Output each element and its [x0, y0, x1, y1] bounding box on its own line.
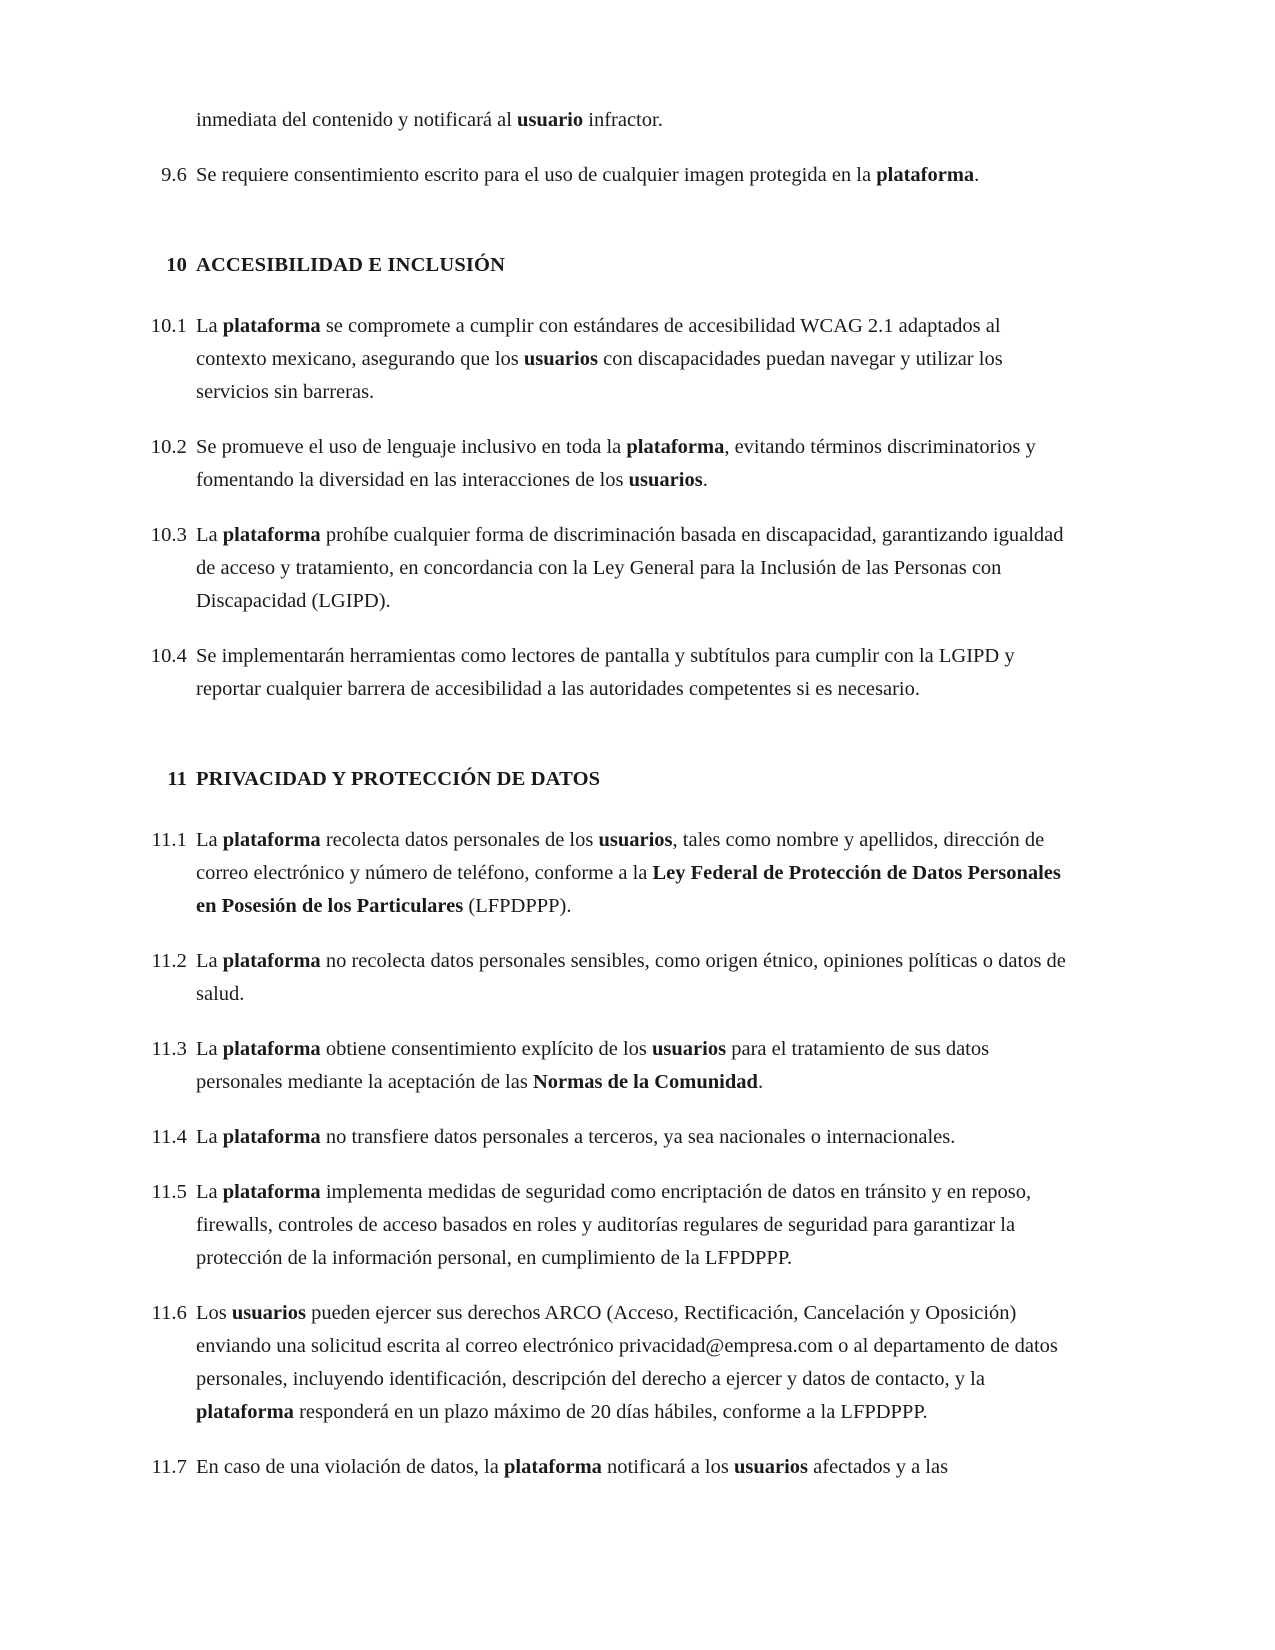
body-text-run: prohíbe cualquier forma de discriminación basada en discapacidad, garantizando igualdad de acceso y tratamiento, en concordancia con la Ley General para la Inclusión de las Personas con Discapacidad (LGIPD).	[196, 524, 1064, 612]
emphasis-term: plataforma	[503, 1456, 602, 1478]
body-text-run: .	[757, 1071, 764, 1093]
body-text-run: para el tratamiento de sus datos personales mediante la aceptación de las	[196, 1038, 990, 1093]
clause-text	[187, 1451, 1075, 1484]
emphasis-term: plataforma	[222, 1126, 321, 1148]
clause-number: 11.7	[151, 1456, 187, 1478]
clause-item	[135, 1176, 1075, 1275]
body-text-run: , evitando términos discriminatorios y fomentando la diversidad en las interacciones de los	[196, 436, 1036, 491]
clause-number: 11.4	[151, 1126, 187, 1148]
clause-item	[135, 310, 1075, 409]
clause-number: 10.4	[150, 645, 187, 667]
body-text-run: La	[196, 315, 223, 337]
emphasis-term: Ley Federal de Protección de Datos Personales en Posesión de los Particulares	[196, 862, 1061, 917]
body-text-run: .	[974, 164, 980, 186]
emphasis-term: usuarios	[652, 1038, 727, 1060]
clause-text	[187, 159, 1075, 192]
body-text-run: infractor.	[583, 109, 663, 131]
clause-text	[187, 104, 1075, 137]
clause-number: 11.3	[151, 1038, 187, 1060]
body-text-run: responderá en un plazo máximo de 20 días hábiles, conforme a la LFPDPPP.	[293, 1401, 928, 1423]
clause-number: 11.5	[151, 1181, 187, 1203]
clause-text	[187, 945, 1075, 1011]
clause-text	[187, 1033, 1075, 1099]
emphasis-term: plataforma	[222, 829, 321, 851]
emphasis-term: usuarios	[733, 1456, 809, 1478]
emphasis-term: plataforma	[222, 950, 321, 972]
clause-item	[135, 945, 1075, 1011]
body-text-run: Se promueve el uso de lenguaje inclusivo en toda la	[196, 436, 627, 458]
body-text-run: con discapacidades puedan navegar y utilizar los servicios sin barreras.	[196, 348, 1003, 403]
body-text-run: La	[196, 524, 223, 546]
body-text-run: La	[196, 950, 223, 972]
body-text-run: obtiene consentimiento explícito de los	[320, 1038, 653, 1060]
emphasis-term: plataforma	[626, 436, 725, 458]
body-text-run: implementa medidas de seguridad como encriptación de datos en tránsito y en reposo, firewalls, controles de acceso basados en roles y auditorías regulares de seguridad para garantizar la protección de la información personal, en cumplimiento de la LFPDPPP.	[196, 1181, 1032, 1269]
clause-number: 11.1	[151, 829, 187, 851]
section-number: 10	[166, 254, 187, 276]
emphasis-term: Normas de la Comunidad	[532, 1071, 758, 1093]
emphasis-term: usuarios	[231, 1302, 306, 1324]
clause-number: 10.2	[150, 436, 187, 458]
clause-item	[135, 1297, 1075, 1429]
clause-item	[135, 519, 1075, 618]
body-text-run: La	[196, 1181, 223, 1203]
clause-number: 10.1	[150, 315, 187, 337]
clause-continuation	[135, 104, 1075, 137]
body-text-run: .	[702, 469, 708, 491]
clause-item	[135, 159, 1075, 192]
clause-text	[187, 1176, 1075, 1275]
body-text-run: (LFPDPPP).	[463, 895, 572, 917]
clause-number: 9.6	[161, 164, 187, 186]
clause-item	[135, 1121, 1075, 1154]
clause-text	[187, 640, 1075, 706]
body-text-run: Se implementarán herramientas como lectores de pantalla y subtítulos para cumplir con la LGIPD y reportar cualquier barrera de accesibilidad a las autoridades competentes si es necesario.	[196, 645, 1015, 700]
clause-item	[135, 824, 1075, 923]
body-text-run: , tales como nombre y apellidos, dirección de correo electrónico y número de teléfono, conforme a la	[196, 829, 1045, 884]
clause-number: 11.6	[151, 1302, 187, 1324]
body-text-run: pueden ejercer sus derechos ARCO (Acceso, Rectificación, Cancelación y Oposición) enviando una solicitud escrita al correo electrónico privacidad@empresa.com o al departamento de datos personales, incluyendo identificación, descripción del derecho a ejercer y datos de contacto, y la	[196, 1302, 1058, 1390]
emphasis-term: plataforma	[222, 524, 321, 546]
body-text-run: Se requiere consentimiento escrito para el uso de cualquier imagen protegida en la	[196, 164, 877, 186]
body-text-run: La	[196, 1038, 223, 1060]
section-heading	[135, 764, 1075, 794]
clause-text	[187, 519, 1075, 618]
section-title: ACCESIBILIDAD E INCLUSIÓN	[196, 254, 506, 276]
body-text-run: Los	[196, 1302, 232, 1324]
clause-number: 11.2	[151, 950, 187, 972]
clause-item	[135, 640, 1075, 706]
clause-text	[187, 1121, 1075, 1154]
emphasis-term: usuarios	[598, 829, 673, 851]
emphasis-term: plataforma	[222, 315, 321, 337]
body-text-run: inmediata del contenido y notificará al	[196, 109, 518, 131]
emphasis-term: plataforma	[196, 1401, 294, 1423]
emphasis-term: plataforma	[222, 1181, 321, 1203]
body-text-run: no transfiere datos personales a terceros, ya sea nacionales o internacionales.	[320, 1126, 956, 1148]
emphasis-term: plataforma	[876, 164, 975, 186]
document-body	[135, 104, 1075, 1506]
body-text-run: se compromete a cumplir con estándares de accesibilidad WCAG 2.1 adaptados al contexto mexicano, asegurando que los	[196, 315, 1001, 370]
section-title: PRIVACIDAD Y PROTECCIÓN DE DATOS	[196, 768, 601, 790]
clause-item	[135, 1033, 1075, 1099]
clause-text	[187, 1297, 1075, 1429]
body-text-run: no recolecta datos personales sensibles, como origen étnico, opiniones políticas o datos de salud.	[196, 950, 1066, 1005]
body-text-run: En caso de una violación de datos, la	[196, 1456, 504, 1478]
clause-item	[135, 1451, 1075, 1484]
body-text-run: recolecta datos personales de los	[320, 829, 599, 851]
emphasis-term: usuarios	[628, 469, 703, 491]
emphasis-term: usuarios	[523, 348, 598, 370]
clause-text	[187, 310, 1075, 409]
emphasis-term: plataforma	[222, 1038, 321, 1060]
body-text-run: La	[196, 1126, 223, 1148]
clause-number: 10.3	[150, 524, 187, 546]
body-text-run: La	[196, 829, 223, 851]
emphasis-term: usuario	[517, 109, 584, 131]
clause-item	[135, 431, 1075, 497]
clause-text	[187, 431, 1075, 497]
clause-text	[187, 824, 1075, 923]
section-heading	[135, 250, 1075, 280]
body-text-run: notificará a los	[601, 1456, 734, 1478]
body-text-run: afectados y a las	[808, 1456, 949, 1478]
section-number: 11	[167, 768, 187, 790]
